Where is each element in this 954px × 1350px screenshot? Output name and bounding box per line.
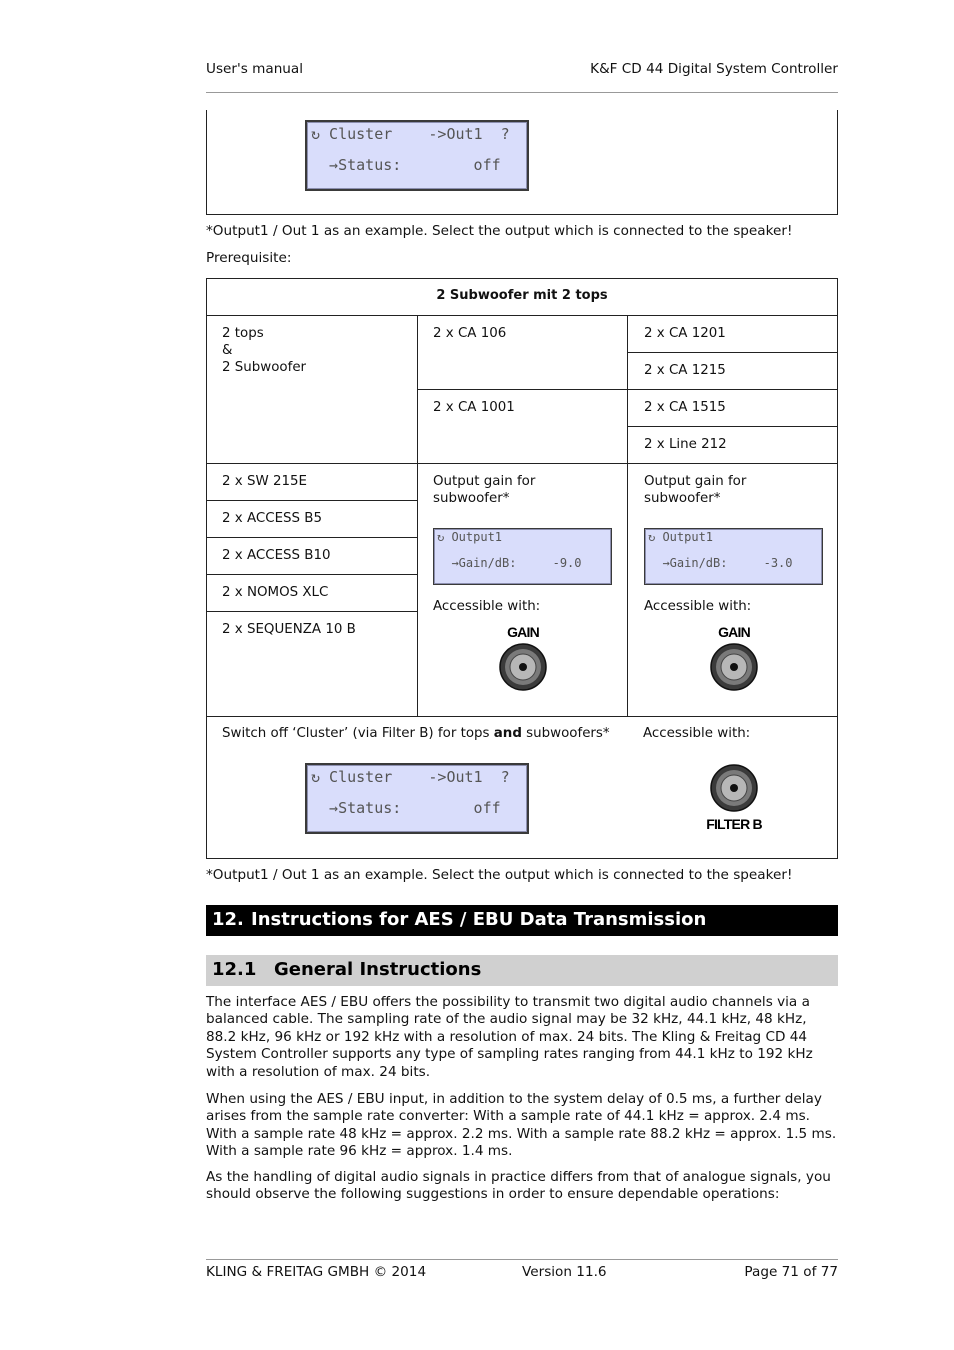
top-model: 2 x CA 1001 — [433, 400, 515, 415]
lcd-line-1: ↻ Cluster ->Out1 ? — [311, 125, 510, 143]
switch-off-lcd — [305, 763, 529, 834]
lcd-line-1: ↻ Cluster ->Out1 ? — [311, 768, 510, 786]
knob-label: FILTER B — [706, 816, 762, 832]
switch-off-bold: and — [493, 726, 522, 741]
table-row — [206, 500, 418, 538]
accessible-label: Accessible with: — [644, 599, 752, 614]
table-row — [206, 463, 418, 501]
gain-label: Output gain for subwoofer* — [433, 474, 536, 506]
top-lcd-display — [305, 120, 529, 191]
table-row — [206, 611, 418, 717]
paragraph: The interface AES / EBU offers the possibility to transmit two digital audio channels via a balanced cable. The sampling rate of the audio signal may be 32 kHz, 44.1 kHz, 48 kHz, 88.2 kHz, 96 kHz or 192 kHz with a resolution of max. 24 bits. The Kling & Freitag CD 44 System Controller supports any type of sampling rates ranging from 44.1 kHz to 192 kHz with a resolution of max. 24 bits. — [206, 994, 813, 1080]
top-model: 2 x CA 1215 — [644, 363, 726, 378]
lcd-line-1: ↻ Output1 — [437, 530, 503, 544]
gain-knob-right[interactable] — [689, 624, 779, 692]
switch-off-pre: Switch off ‘Cluster’ (via Filter B) for tops — [222, 726, 494, 741]
paragraph: As the handling of digital audio signals in practice differs from that of analogue signals, you should observe the following suggestions in order to ensure dependable operations: — [206, 1169, 831, 1203]
lcd-line-2: →Status: off — [311, 799, 501, 817]
gain-cell-right — [627, 463, 838, 717]
table-row — [417, 389, 628, 464]
header-rule — [206, 92, 838, 93]
table-title: 2 Subwoofer mit 2 tops — [436, 288, 608, 303]
knob-icon — [709, 642, 759, 692]
switch-off-post: subwoofers* — [521, 726, 610, 741]
note-2: *Output1 / Out 1 as an example. Select the output which is connected to the speaker! — [206, 867, 793, 883]
table-row — [417, 315, 628, 390]
lcd-line-2: →Gain/dB: -3.0 — [648, 556, 793, 570]
footer-rule — [206, 1259, 838, 1260]
table-row — [627, 426, 838, 464]
top-model: 2 x Line 212 — [644, 437, 727, 452]
subwoofer-model: 2 x ACCESS B10 — [222, 548, 331, 563]
accessible-label: Accessible with: — [643, 726, 751, 741]
combo-line: & — [222, 343, 233, 358]
combo-line: 2 tops — [222, 326, 264, 341]
table-title-cell — [206, 278, 838, 316]
combo-cell — [206, 315, 418, 464]
switch-off-row — [206, 716, 838, 859]
note-1: *Output1 / Out 1 as an example. Select the output which is connected to the speaker! — [206, 223, 793, 239]
subwoofer-model: 2 x ACCESS B5 — [222, 511, 323, 526]
page-number: Page 71 of 77 — [744, 1264, 838, 1280]
gain-lcd-left — [433, 528, 612, 585]
top-model: 2 x CA 1201 — [644, 326, 726, 341]
section-title: Instructions for AES / EBU Data Transmission — [251, 909, 707, 930]
lcd-line-2: →Status: off — [311, 156, 501, 174]
gain-label: Output gain for subwoofer* — [644, 474, 747, 506]
lcd-line-2: →Gain/dB: -9.0 — [437, 556, 582, 570]
gain-cell-left — [417, 463, 628, 717]
top-model: 2 x CA 106 — [433, 326, 507, 341]
combo-line: 2 Subwoofer — [222, 360, 307, 375]
filter-b-knob[interactable] — [689, 763, 779, 832]
knob-icon — [709, 763, 759, 813]
accessible-label: Accessible with: — [433, 599, 541, 614]
knob-label: GAIN — [718, 624, 750, 640]
table-row — [627, 389, 838, 427]
table-row — [206, 537, 418, 575]
knob-icon — [498, 642, 548, 692]
section-number: 12.1 — [212, 959, 257, 980]
table-row — [627, 352, 838, 390]
footer-left: KLING & FREITAG GMBH © 2014 — [206, 1264, 427, 1280]
prerequisite-label: Prerequisite: — [206, 250, 292, 266]
table-row — [627, 315, 838, 353]
table-row — [206, 574, 418, 612]
gain-knob-left[interactable] — [478, 624, 568, 692]
subwoofer-model: 2 x SW 215E — [222, 474, 307, 489]
subwoofer-model: 2 x SEQUENZA 10 B — [222, 622, 356, 637]
paragraph: When using the AES / EBU input, in addition to the system delay of 0.5 ms, a further delay arises from the sample rate converter: With a sample rate of 44.1 kHz = approx. 2.4 ms. With a sample rate 48 kHz = approx. 2.2 ms. With a sample rate 88.2 kHz = approx. 1.5 ms. With a sample rate 96 kHz = approx. 1.4 ms. — [206, 1091, 837, 1160]
header-left: User's manual — [206, 61, 304, 77]
section-12-1-heading — [206, 955, 838, 986]
header-right: K&F CD 44 Digital System Controller — [590, 61, 838, 77]
section-12-heading — [206, 905, 838, 936]
section-number: 12. — [212, 909, 244, 930]
subwoofer-model: 2 x NOMOS XLC — [222, 585, 329, 600]
gain-lcd-right — [644, 528, 823, 585]
lcd-line-1: ↻ Output1 — [648, 530, 714, 544]
section-title: General Instructions — [274, 959, 482, 980]
top-model: 2 x CA 1515 — [644, 400, 726, 415]
knob-label: GAIN — [507, 624, 539, 640]
switch-off-text — [222, 725, 610, 742]
footer-center: Version 11.6 — [522, 1264, 607, 1280]
